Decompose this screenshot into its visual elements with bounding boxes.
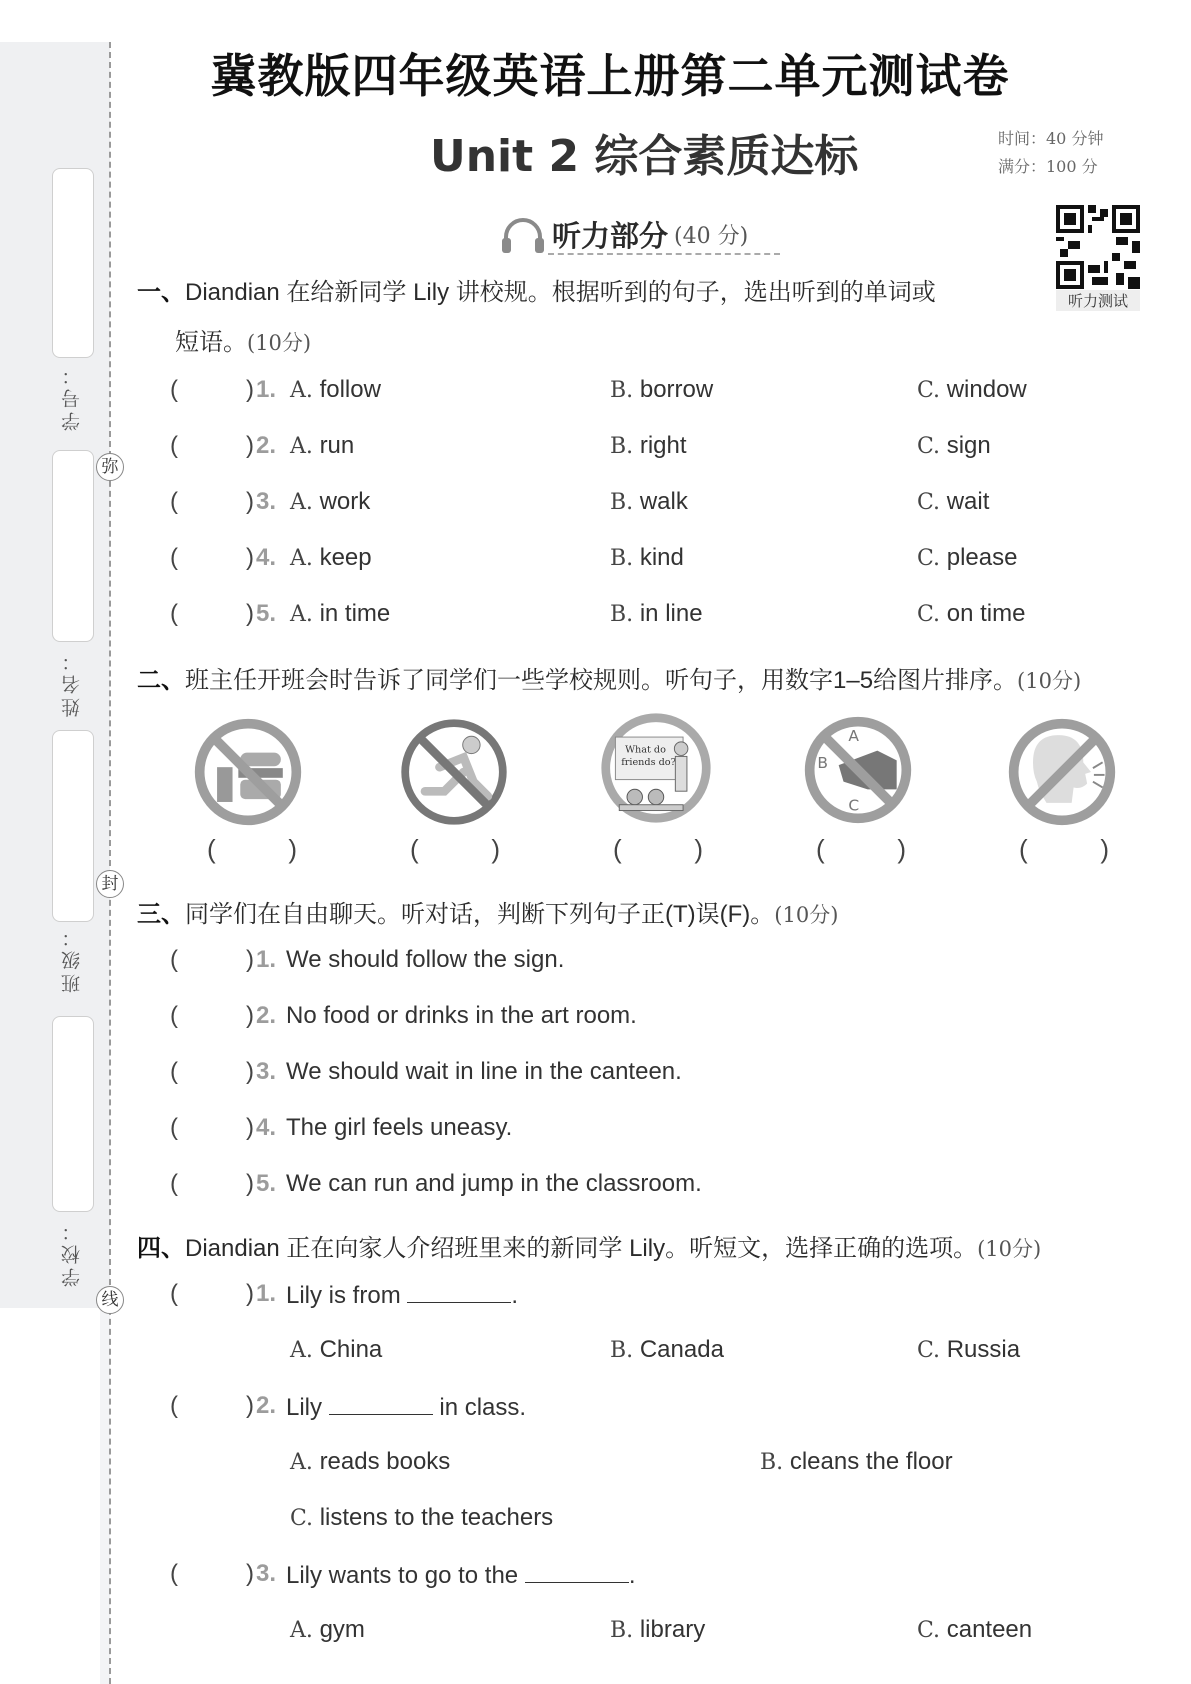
svg-text:What do: What do	[625, 744, 666, 756]
answer-blank[interactable]: )	[246, 376, 254, 403]
qr-code-icon[interactable]	[1056, 205, 1140, 289]
seal-char-xian: 线	[96, 1286, 124, 1314]
option-c[interactable]: C. window	[917, 376, 1027, 403]
school-field[interactable]	[52, 1016, 94, 1212]
option-c[interactable]: C. on time	[917, 600, 1026, 627]
no-cheating-sign-icon	[800, 712, 916, 828]
answer-blank[interactable]: )	[246, 1058, 254, 1085]
answer-blank[interactable]: )	[246, 1002, 254, 1029]
section4-index: 四、	[137, 1235, 185, 1262]
page-subtitle: Unit 2 综合素质达标	[430, 131, 859, 182]
picture-5-answer-blank[interactable]: ( )	[1019, 834, 1109, 864]
option-c[interactable]: C. Russia	[917, 1336, 1021, 1363]
option-b[interactable]: B. walk	[610, 488, 688, 515]
section2-instruction: 二、班主任开班会时告诉了同学们一些学校规则。听句子，用数字1–5给图片排序。(10分)	[137, 667, 1082, 694]
section4-instruction: 四、Diandian 正在向家人介绍班里来的新同学 Lily。听短文，选择正确的选项。(10分)	[137, 1235, 1042, 1262]
option-b[interactable]: B. cleans the floor	[760, 1448, 953, 1475]
cut-line	[109, 42, 111, 1684]
qr-code-label: 听力测试	[1056, 290, 1140, 311]
name-label: 姓名：	[61, 648, 83, 717]
class-label: 班级：	[61, 924, 83, 993]
fill-blank	[525, 1560, 629, 1583]
svg-text:friends do?: friends do?	[621, 757, 676, 769]
svg-text:A: A	[848, 727, 859, 745]
picture-2-answer-blank[interactable]: ( )	[410, 834, 500, 864]
option-c[interactable]: C. wait	[917, 488, 990, 515]
option-b[interactable]: B. kind	[610, 544, 684, 571]
option-a[interactable]: A. China	[290, 1336, 383, 1363]
picture-1-answer-blank[interactable]: ( )	[207, 834, 297, 864]
time-limit: 时间：40 分钟	[998, 129, 1104, 148]
section1-index: 一、	[137, 279, 185, 306]
answer-blank[interactable]: )	[246, 600, 254, 627]
answer-blank[interactable]: )	[246, 544, 254, 571]
option-c[interactable]: C. please	[917, 544, 1018, 571]
picture-4-answer-blank[interactable]: ( )	[816, 834, 906, 864]
section3-index: 三、	[137, 901, 185, 928]
class-field[interactable]	[52, 730, 94, 922]
answer-blank[interactable]: )	[246, 488, 254, 515]
option-b[interactable]: B. borrow	[610, 376, 714, 403]
section3-instruction: 三、同学们在自由聊天。听对话，判断下列句子正(T)误(F)。(10分)	[137, 901, 839, 928]
student-id-label: 学号：	[61, 362, 83, 431]
option-a[interactable]: A. gym	[290, 1616, 365, 1643]
answer-blank[interactable]: )	[246, 946, 254, 973]
heading-underline	[548, 253, 780, 255]
option-b[interactable]: B. in line	[610, 600, 703, 627]
answer-blank[interactable]: )	[246, 432, 254, 459]
fill-blank	[329, 1392, 433, 1415]
option-a[interactable]: A. follow	[290, 376, 381, 403]
listening-points: (40 分)	[674, 224, 749, 249]
answer-blank[interactable]: )	[246, 1280, 254, 1307]
no-food-drinks-sign-icon	[190, 714, 306, 830]
option-c[interactable]: C. listens to the teachers	[290, 1504, 554, 1531]
listening-heading-text: 听力部分	[552, 219, 669, 253]
answer-blank[interactable]: )	[246, 1392, 254, 1419]
seal-char-mi: 弥	[96, 453, 124, 481]
headphones-icon	[500, 215, 546, 255]
no-running-sign-icon	[396, 714, 512, 830]
answer-blank[interactable]: )	[246, 1560, 254, 1587]
school-label: 学校：	[61, 1218, 83, 1287]
answer-blank[interactable]: )	[246, 1114, 254, 1141]
option-b[interactable]: B. library	[610, 1616, 706, 1643]
option-a[interactable]: A. work	[290, 488, 371, 515]
option-a[interactable]: A. in time	[290, 600, 391, 627]
name-field[interactable]	[52, 450, 94, 642]
option-a[interactable]: A. keep	[290, 544, 372, 571]
answer-blank[interactable]: )	[246, 1170, 254, 1197]
option-c[interactable]: C. sign	[917, 432, 991, 459]
section1-instruction-cont: 短语。(10分)	[175, 329, 312, 356]
listening-section-heading	[500, 214, 748, 255]
no-shouting-sign-icon	[1004, 714, 1120, 830]
svg-text:B: B	[817, 754, 829, 773]
svg-text:C: C	[848, 796, 860, 815]
seal-char-feng: 封	[96, 870, 124, 898]
fill-blank	[407, 1280, 511, 1303]
total-score: 满分：100 分	[998, 157, 1098, 176]
picture-3-answer-blank[interactable]: ( )	[613, 834, 703, 864]
option-b[interactable]: B. right	[610, 432, 687, 459]
section2-index: 二、	[137, 667, 185, 694]
option-a[interactable]: A. reads books	[290, 1448, 451, 1475]
option-b[interactable]: B. Canada	[610, 1336, 724, 1363]
student-id-field[interactable]	[52, 168, 94, 358]
classroom-picture-icon	[598, 710, 714, 826]
section1-instruction: 一、Diandian 在给新同学 Lily 讲校规。根据听到的句子，选出听到的单词或	[137, 279, 936, 306]
option-c[interactable]: C. canteen	[917, 1616, 1033, 1643]
option-a[interactable]: A. run	[290, 432, 355, 459]
page-title: 冀教版四年级英语上册第二单元测试卷	[210, 49, 1010, 103]
